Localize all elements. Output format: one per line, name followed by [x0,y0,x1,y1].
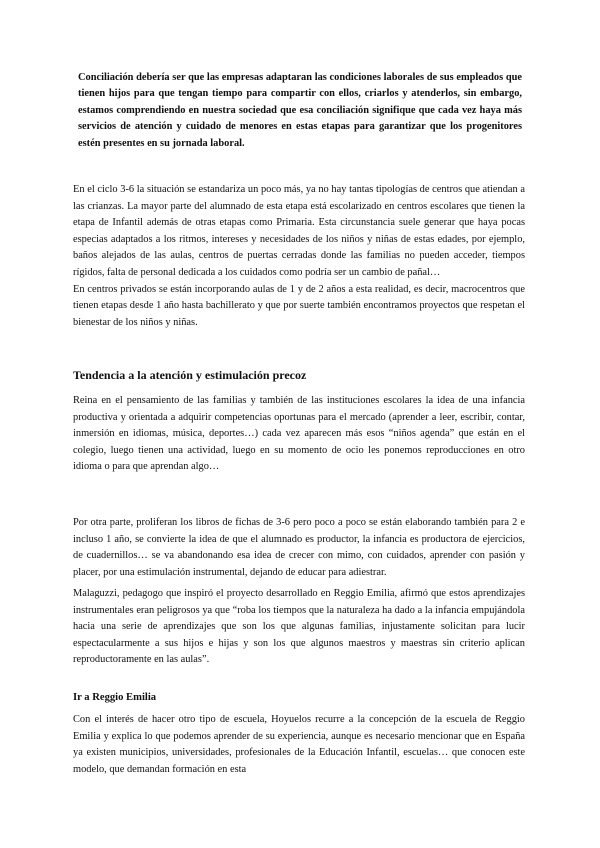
paragraph-hoyuelos-text: Con el interés de hacer otro tipo de escuela, Hoyuelos recurre a la concepción de la escuela de Reggio Emilia y explica lo que podemos aprender de su experiencia, aunque es necesario mencionar que en España ya existen municipios, universidades, profesionales de la Educación Infantil, escuelas… que conocen este modelo, que demandan formación en esta [73,714,525,775]
paragraph-malaguzzi-text: Malaguzzi, pedagogo que inspiró el proyecto desarrollado en Reggio Emilia, afirmó que estos aprendizajes instrumentales eran peligrosos ya que “roba los tiempos que la naturaleza ha dado a la infancia empujándola hacia una serie de aprendizajes que son los que algunas familias, injustamente solicitan para lucir espectacularmente a sus hijos e hijas y son los que algunos maestros y maestras sin criterio aplican reproductoramente en las aulas”. [73,588,525,666]
heading-reggio-emilia: Ir a Reggio Emilia [73,692,157,703]
paragraph-reina [73,393,525,476]
paragraph-por-otra-parte [73,515,525,581]
section-ciclo-3-6 [73,182,525,331]
heading-tendencia: Tendencia a la atención y estimulación precoz [73,368,307,382]
paragraph-malaguzzi [73,586,525,669]
paragraph-por-otra-parte-text: Por otra parte, proliferan los libros de fichas de 3-6 pero poco a poco se están elaborando también para 2 e incluso 1 año, se convierte la idea de que el alumnado es productor, la infancia es productora de ejercicios, de cuadernillos… se va abandonando esa idea de crecer con mimo, con cuidados, aprender con pasión y placer, por una estimulación instrumental, dejando de educar para adiestrar. [73,517,525,578]
paragraph-reina-text: Reina en el pensamiento de las familias y también de las instituciones escolares la idea de una infancia productiva y orientada a adquirir competencias oportunas para el mercado (aprender a leer, escribir, contar, inmersión en idiomas, música, deportes…) cada vez aparecen más esos “niños agenda” que están en el colegio, luego tienen una actividad, luego en su momento de ocio les ponemos reproducciones en otro idioma o para que aprendan algo… [73,395,525,473]
paragraph-hoyuelos [73,712,525,778]
paragraph-centros-privados: En centros privados se están incorporando aulas de 1 y de 2 años a esta realidad, es decir, macrocentros que tienen etapas desde 1 año hasta bachillerato y que por suerte también encontramos proyectos que respetan el bienestar de los niños y niñas. [73,283,525,328]
paragraph-ciclo-3-6: En el ciclo 3-6 la situación se estandariza un poco más, ya no hay tantas tipologías de centros que atiendan a las crianzas. La mayor parte del alumnado de esta etapa está escolarizado en centros escolares que tienen la etapa de Infantil además de otras etapas como Primaria. Esta circunstancia suele generar que haya pocas especias adaptados a los ritmos, intereses y necesidades de los niños y niñas de estas edades, por ejemplo, baños alejados de las aulas, centros de puertas cerradas donde las familias no pueden acceder, tiempos rígidos, falta de personal dedicada a los cuidados como podría ser un cambio de pañal… [73,184,525,278]
intro-paragraph: Conciliación debería ser que las empresas adaptaran las condiciones laborales de sus empleados que tienen hijos para que tengan tiempo para compartir con ellos, criarlos y atenderlos, sin embargo, estamos comprendiendo en nuestra sociedad que esa conciliación signifique que cada vez haya más servicios de atención y cuidado de menores en estas etapas para garantizar que los progenitores estén presentes en su jornada laboral. [78,72,522,149]
